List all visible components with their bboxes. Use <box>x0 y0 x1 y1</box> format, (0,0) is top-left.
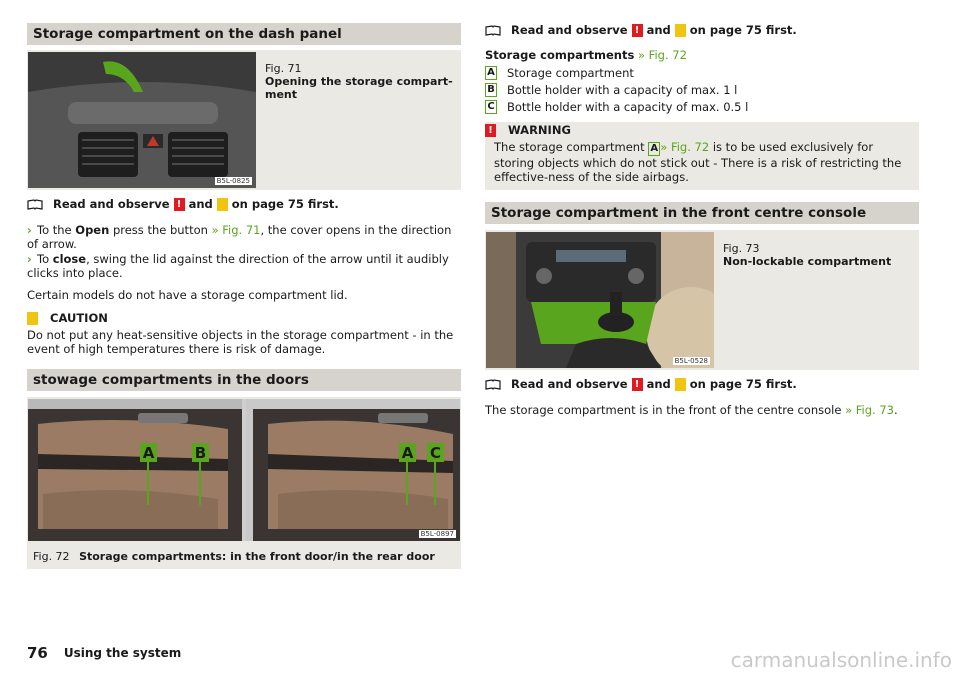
warning-text-part: is to be used exclusively for storing objects which do not stick out - There is a risk of restricting the effective-ness of the side airbags. <box>494 140 902 184</box>
read-note-and: and <box>646 377 671 391</box>
chevron-right-icon: › <box>27 223 32 237</box>
step-bold: close <box>52 252 87 266</box>
read-note-suffix: on page 75 first. <box>689 377 797 391</box>
section-title-text: stowage compartments in the doors <box>33 372 309 388</box>
door-label-b: B <box>194 444 207 462</box>
figure-link[interactable]: » Fig. 72 <box>660 140 710 154</box>
read-note-suffix: on page 75 first. <box>231 197 339 211</box>
caution-icon <box>675 378 686 391</box>
section-title-text: Storage compartment on the dash panel <box>33 26 342 42</box>
door-label-a-rear: A <box>401 444 414 462</box>
paragraph-text: The storage compartment is in the front of the centre console <box>485 403 846 417</box>
figure-link[interactable]: » Fig. 71 <box>211 223 261 237</box>
read-note-and: and <box>188 197 213 211</box>
figure-link[interactable]: » Fig. 73 <box>845 403 894 417</box>
storage-item-list <box>485 64 919 115</box>
item-letter: A <box>485 66 497 80</box>
figure-72-photo <box>28 399 460 541</box>
item-text: Bottle holder with a capacity of max. 0.5 l <box>507 99 749 114</box>
section-title-doors <box>27 369 461 391</box>
book-icon <box>27 199 43 210</box>
caution-icon <box>27 312 38 325</box>
list-item <box>485 81 919 98</box>
step-text: , the cover opens in the direction of arrow. <box>27 223 452 251</box>
read-note-prefix: Read and observe <box>511 377 628 391</box>
figure-number: Fig. 71 <box>265 62 302 75</box>
warning-icon: ! <box>632 24 643 37</box>
figure-73 <box>485 230 919 370</box>
figure-number: Fig. 72 <box>33 550 70 563</box>
watermark <box>712 648 952 672</box>
section-title-text: Storage compartment in the front centre console <box>491 205 867 221</box>
warning-text <box>494 140 914 184</box>
figure-title: Storage compartments: in the front door/in the rear door <box>79 550 435 563</box>
section-title-centre-console <box>485 202 919 224</box>
warning-icon: ! <box>485 124 496 137</box>
page-footer <box>27 643 327 663</box>
paragraph-console <box>485 403 919 417</box>
paragraph-text: Certain models do not have a storage compartment lid. <box>27 288 348 302</box>
read-note-prefix: Read and observe <box>511 23 628 37</box>
figure-code: B5L-0825 <box>216 177 250 185</box>
caution-text: Do not put any heat-sensitive objects in the storage compartment - in the event of high temperatures there is risk of damage. <box>27 328 454 356</box>
step-close <box>27 252 461 280</box>
figure-71 <box>27 50 461 190</box>
figure-code: B5L-0897 <box>420 530 454 538</box>
dash-panel-illustration <box>28 52 256 188</box>
step-open <box>27 223 461 251</box>
list-item <box>485 64 919 81</box>
warning-label: WARNING <box>508 123 571 137</box>
watermark-text: carmanualsonline.info <box>730 648 952 672</box>
list-item <box>485 98 919 115</box>
figure-number: Fig. 73 <box>723 242 760 255</box>
figure-code: B5L-0528 <box>674 357 708 365</box>
figure-71-photo <box>28 52 256 188</box>
figure-73-photo <box>486 232 714 368</box>
figure-title: Non-lockable compartment <box>723 255 892 268</box>
door-label-c: C <box>429 444 442 462</box>
chevron-right-icon: › <box>27 252 32 266</box>
caution-icon <box>217 198 228 211</box>
item-letter: A <box>648 142 660 156</box>
warning-icon: ! <box>632 378 643 391</box>
book-icon <box>485 379 501 390</box>
storage-heading: Storage compartments <box>485 48 635 62</box>
item-letter: C <box>485 100 497 114</box>
centre-console-illustration <box>486 232 714 368</box>
book-icon <box>485 25 501 36</box>
warning-icon: ! <box>174 198 185 211</box>
paragraph-certain-models <box>27 288 461 302</box>
read-note-suffix: on page 75 first. <box>689 23 797 37</box>
paragraph-text: . <box>893 403 898 417</box>
item-letter: B <box>485 83 497 97</box>
read-observe-note <box>27 196 461 212</box>
figure-72 <box>27 397 461 569</box>
read-note-prefix: Read and observe <box>53 197 170 211</box>
figure-title: Opening the storage compart-ment <box>265 75 453 101</box>
storage-compartments-heading <box>485 48 919 62</box>
step-bold: Open <box>75 223 110 237</box>
caution-icon <box>675 24 686 37</box>
caution-label: CAUTION <box>50 311 108 325</box>
warning-box <box>485 122 919 190</box>
caution-box <box>27 311 461 356</box>
item-text: Bottle holder with a capacity of max. 1 l <box>507 82 738 97</box>
read-note-and: and <box>646 23 671 37</box>
read-observe-note <box>485 376 919 392</box>
door-illustration <box>28 399 460 541</box>
read-observe-note <box>485 22 919 38</box>
section-title-dash-panel <box>27 23 461 45</box>
step-text: To <box>37 252 53 266</box>
item-text: Storage compartment <box>507 65 634 80</box>
door-label-a-front: A <box>142 444 155 462</box>
page-number: 76 <box>27 644 48 662</box>
warning-text-part: The storage compartment <box>494 140 649 154</box>
step-text: , swing the lid against the direction of the arrow until it audibly clicks into place. <box>27 252 449 280</box>
footer-title: Using the system <box>63 646 182 660</box>
step-text: To the <box>37 223 76 237</box>
step-text: press the button <box>109 223 212 237</box>
figure-link[interactable]: » Fig. 72 <box>637 48 687 62</box>
